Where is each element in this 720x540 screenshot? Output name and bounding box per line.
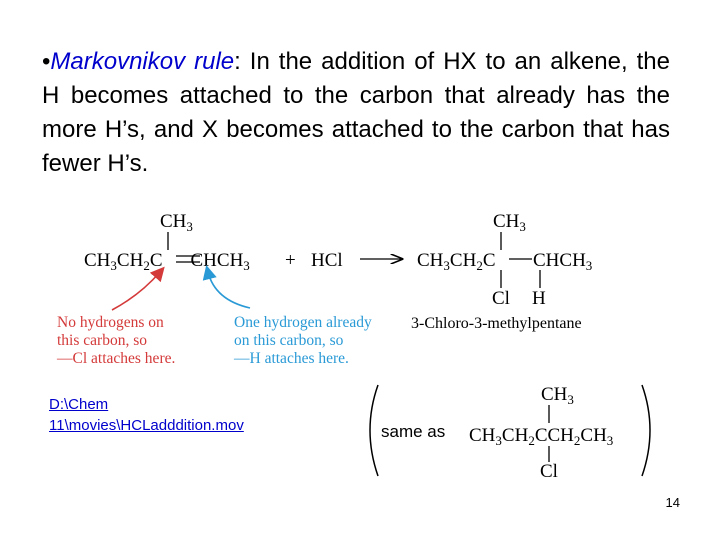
- product-methyl: $CH_3$: [493, 211, 526, 234]
- right-parenthesis: [642, 385, 650, 476]
- rule-term: Markovnikov rule: [50, 48, 235, 75]
- plus-sign: +: [285, 250, 296, 271]
- movie-file-link[interactable]: D:\Chem 11\movies\HCLadddition.mov: [49, 396, 244, 434]
- product-cl: Cl: [492, 288, 510, 309]
- product-formula-left: $CH_3CH_2C$: [417, 250, 496, 273]
- page-number: 14: [665, 495, 680, 510]
- blue-note-line-1: One hydrogen already: [234, 314, 372, 331]
- product-formula-right: $CHCH_3$: [533, 250, 593, 273]
- product-name: 3-Chloro-3-methylpentane: [411, 315, 582, 332]
- left-parenthesis: [370, 385, 378, 476]
- reactant-methyl: $CH_3$: [160, 211, 193, 234]
- red-note-line-3: —Cl attaches here.: [57, 350, 176, 367]
- bullet: •: [42, 48, 51, 75]
- blue-note-line-3: —H attaches here.: [234, 350, 349, 367]
- same-as-cl: Cl: [540, 461, 558, 482]
- reactant-formula: $CH_3CH_2C$ $CHCH_3$: [84, 250, 250, 273]
- same-as-label: same as: [381, 422, 446, 441]
- red-curved-arrow: [112, 272, 160, 310]
- rule-text: : In the addition of HX to an alkene, the H becomes attached to the carbon that already has the more H’s, and X becomes attached to the carbon that has fewer H’s.: [42, 48, 670, 177]
- red-note-line-1: No hydrogens on: [57, 314, 164, 331]
- same-as-formula: $CH_3CH_2CCH_2CH_3$: [469, 425, 614, 448]
- same-as-methyl: $CH_3$: [541, 384, 574, 407]
- reagent-hcl: HCl: [311, 250, 343, 271]
- red-note-line-2: this carbon, so: [57, 332, 147, 349]
- blue-curved-arrow: [208, 272, 250, 308]
- blue-note-line-2: on this carbon, so: [234, 332, 344, 349]
- product-h: H: [532, 288, 546, 309]
